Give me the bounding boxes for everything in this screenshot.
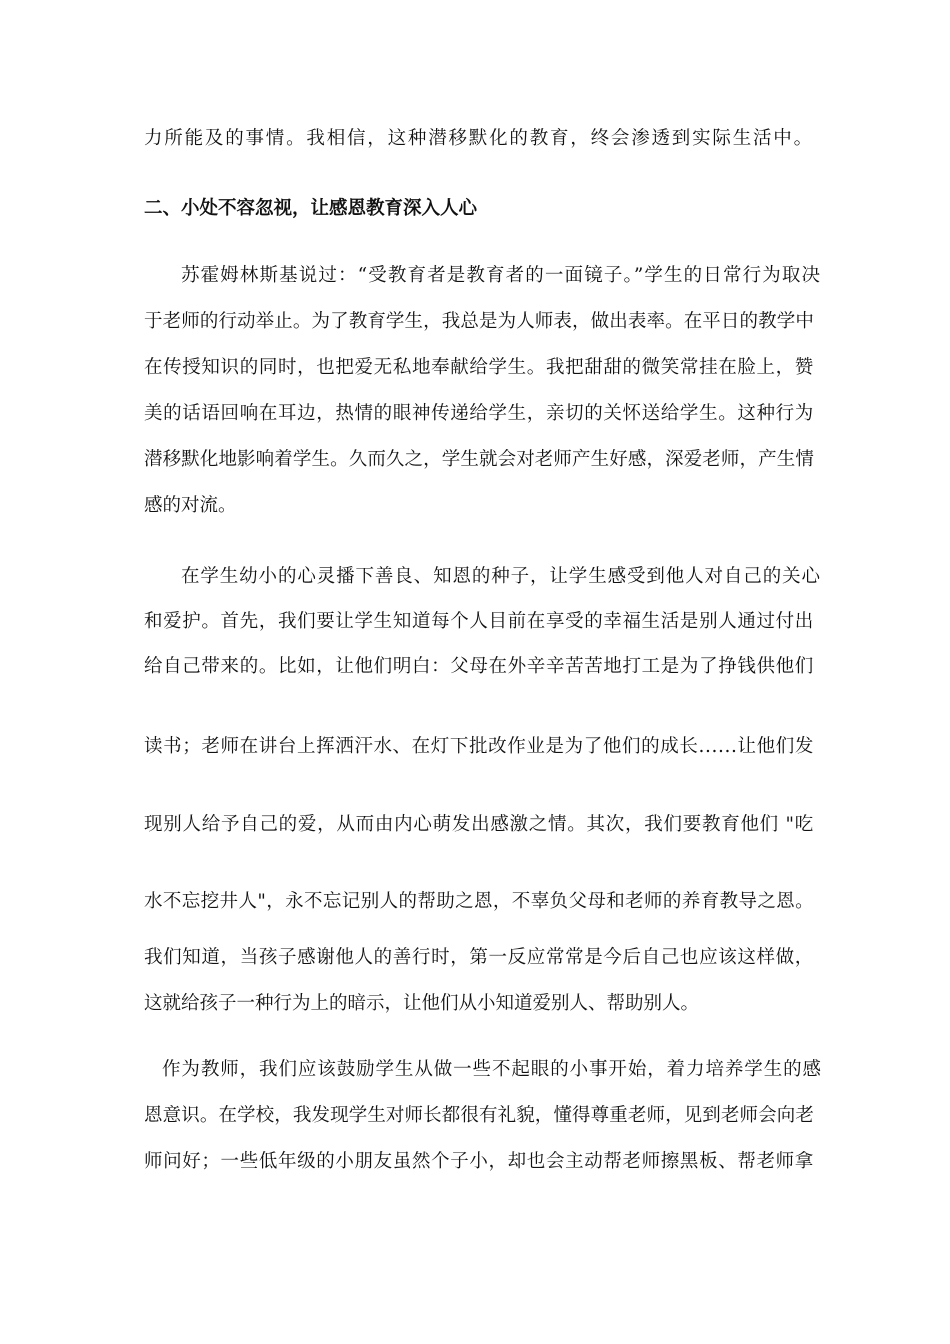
text-line: 和爱护。首先，我们要让学生知道每个人目前在享受的幸福生活是别人通过付出 bbox=[144, 611, 814, 632]
text-line: 恩意识。在学校，我发现学生对师长都很有礼貌，懂得尊重老师，见到老师会向老 bbox=[144, 1105, 814, 1126]
text-line: 苏霍姆林斯基说过：“受教育者是教育者的一面镜子。”学生的日常行为取决 bbox=[181, 265, 821, 286]
text-line: 现别人给予自己的爱，从而由内心萌发出感激之情。其次，我们要教育他们 "吃 bbox=[144, 814, 814, 835]
text-line: 力所能及的事情。我相信，这种潜移默化的教育，终会渗透到实际生活中。 bbox=[144, 128, 814, 149]
text-line: 在学生幼小的心灵播下善良、知恩的种子，让学生感受到他人对自己的关心 bbox=[181, 566, 821, 587]
text-line: 作为教师，我们应该鼓励学生从做一些不起眼的小事开始，着力培养学生的感 bbox=[162, 1059, 822, 1080]
text-line: 我们知道，当孩子感谢他人的善行时，第一反应常常是今后自己也应该这样做， bbox=[144, 947, 814, 968]
text-line: 这就给孩子一种行为上的暗示，让他们从小知道爱别人、帮助别人。 bbox=[144, 993, 700, 1014]
text-line: 感的对流。 bbox=[144, 495, 237, 516]
text-line: 在传授知识的同时，也把爱无私地奉献给学生。我把甜甜的微笑常挂在脸上，赞 bbox=[144, 357, 814, 378]
text-line: 给自己带来的。比如，让他们明白：父母在外辛辛苦苦地打工是为了挣钱供他们 bbox=[144, 656, 814, 677]
text-line: 潜移默化地影响着学生。久而久之，学生就会对老师产生好感，深爱老师，产生情 bbox=[144, 449, 814, 470]
text-line: 美的话语回响在耳边，热情的眼神传递给学生，亲切的关怀送给学生。这种行为 bbox=[144, 403, 814, 424]
text-line: 于老师的行动举止。为了教育学生，我总是为人师表，做出表率。在平日的教学中 bbox=[144, 311, 814, 332]
section-heading: 二、小处不容忽视，让感恩教育深入人心 bbox=[144, 198, 478, 219]
text-line: 水不忘挖井人"，永不忘记别人的帮助之恩，不辜负父母和老师的养育教导之恩。 bbox=[144, 891, 814, 912]
text-line: 师问好；一些低年级的小朋友虽然个子小，却也会主动帮老师擦黑板、帮老师拿 bbox=[144, 1151, 814, 1172]
text-line: 读书；老师在讲台上挥洒汗水、在灯下批改作业是为了他们的成长......让他们发 bbox=[144, 736, 814, 757]
